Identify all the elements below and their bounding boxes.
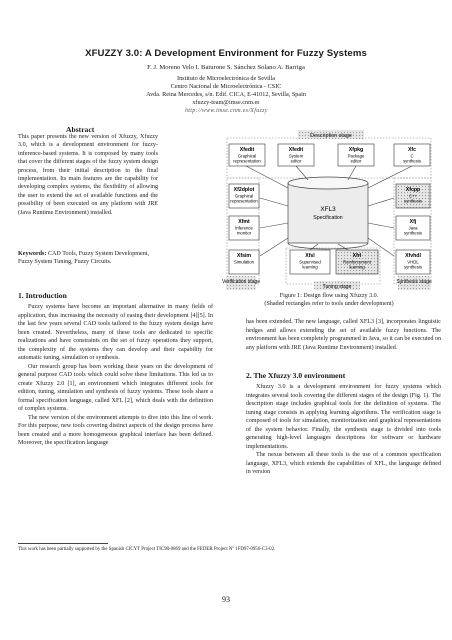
tool-desc-6-0: Inference <box>235 225 253 231</box>
tool-desc-0-1: representation <box>233 158 261 164</box>
footnote-rule <box>18 543 108 544</box>
paper-title: XFUZZY 3.0: A Development Environment for Fuzzy Systems <box>85 48 367 59</box>
author-list: F. J. Moreno Velo I. Baturone S. Sánchez Solano A. Barriga <box>147 64 305 71</box>
tool-desc-5-0: C++ <box>408 193 418 199</box>
right-paragraph-1: has been extended. The new language, called XFL3 [3], incorporates linguistic hedges and allows extending the set of available fuzzy functions. The environment has been completely programmed in Java, so it can be executed on any platform with JRE (Java Runtime Environment) installed. <box>246 319 441 351</box>
tool-name-4: Xf2dplot <box>233 187 255 193</box>
section-2-heading: 2. The Xfuzzy 3.0 environment <box>246 371 346 380</box>
tool-desc-2-0: Package <box>347 153 365 159</box>
section-1-heading: 1. Introduction <box>18 291 67 300</box>
tuning-stage-label: Tuning stage <box>322 284 352 290</box>
tool-desc-1-1: editor <box>290 158 302 164</box>
page-number: 93 <box>222 595 230 604</box>
design-flow-figure <box>221 128 432 292</box>
abstract-text: This paper presents the new version of Xfuzzy, Xfuzzy 3.0, which is a development environment for fuzzy-inference-based systems. It is composed by many tools that cover the different stages of the fuzzy system design process, from their initial description to the final implementation. Its main features are the capability for developing complex systems, the flexibility of allowing the user to extend the set of available functions and the possibility of been executed on any platform with JRE (Java Runtime Environment) installed. <box>18 134 158 216</box>
abstract-heading: Abstract <box>66 125 95 134</box>
section-2-paragraph-1: Xfuzzy 3.0 is a development environment for fuzzy systems which integrates several tools covering the different stages of the design (Fig. 1). The description stage includes graphical tools for the definition of systems. The tuning stage consists in applying learning algorithms. The verification stage is composed of tools for simulation, monitorization and graphical representations of the system behavior. Finally, the synthesis stage is divided into tools generating high-level languages descriptions for software or hardware implementations. <box>246 384 441 450</box>
synthesis-stage-label: Synthesis stage <box>396 279 432 285</box>
intro-paragraph-1: Fuzzy systems have become an important alternative in many fields of application, thus increasing the necessity of easing their development [4][5]. In the last few years several CAD tools tailored to the fuzzy system design have been created. Nevertheless, many of these tools are dedicated to specific realizations and have constraints on the set of fuzzy operations they support, the complexity of the systems they can develop and their capability for automatic tuning, simulation or synthesis. <box>18 304 213 361</box>
right-column-body <box>246 318 441 352</box>
tool-name-8: Xfsim <box>236 253 252 259</box>
tool-desc-9-1: learning <box>302 264 318 270</box>
tool-name-6: Xfmt <box>238 219 250 225</box>
tool-desc-10-1: learning <box>349 264 365 270</box>
figure-caption-line-2: (Shaded rectangles refer to tools under development) <box>264 301 394 307</box>
contact-email: xfuzzy-team@imse.cnm.es <box>192 99 260 106</box>
tool-name-9: Xfsl <box>305 253 315 259</box>
tool-desc-4-0: Graphical <box>234 193 254 199</box>
tool-desc-11-1: synthesis <box>404 264 422 270</box>
tool-desc-6-1: monitor <box>236 230 252 236</box>
tool-desc-4-1: representation <box>230 198 258 204</box>
tool-desc-0-0: Graphical <box>237 153 257 159</box>
intro-body <box>18 303 213 448</box>
tool-name-5: Xfcpp <box>405 187 421 193</box>
keywords <box>18 250 158 267</box>
tool-desc-10-0: Reinforcement <box>343 259 371 265</box>
figure-caption-line-1: Figure 1: Design flow using Xfuzzy 3.0. <box>279 293 379 299</box>
tool-desc-2-1: editor <box>350 158 362 164</box>
xfl3-title: XFL3 <box>320 206 336 213</box>
intro-paragraph-2: Our research group has been working these years on the development of general purpose CAD tools which could solve these limitations. This led us to create Xfuzzy 2.0 [1], an environment which integrates different tools for edition, tuning, simulation and synthesis of fuzzy systems. These tools share a formal specification language, called XFL [2], which deals with the definition of complex systems. <box>18 363 213 412</box>
keywords-text: CAD Tools, Fuzzy System Development, Fuzzy System Tuning, Fuzzy Circuits. <box>18 251 149 266</box>
tool-desc-7-0: Java <box>408 225 418 231</box>
tool-desc-5-1: synthesis <box>404 198 422 204</box>
tool-desc-11-0: VHDL <box>407 259 419 265</box>
tool-desc-8-0: Simulation <box>233 259 255 265</box>
section-2-body <box>246 383 441 477</box>
tool-name-11: Xfvhdl <box>405 253 421 259</box>
handwritten-url-note: http://www.imse.cnm.es/Xfuzzy <box>185 108 268 114</box>
figure-caption <box>226 292 432 308</box>
description-stage-label: Description stage <box>310 133 352 139</box>
tool-desc-3-1: synthesis <box>403 158 421 164</box>
section-2-paragraph-2: The nexus between all these tools is the use of a common specification language, XFL3, which extends the capabilities of XFL, the language defined in version <box>246 452 441 475</box>
tool-name-3: Xfc <box>407 147 417 153</box>
tool-desc-3-0: C <box>410 153 414 159</box>
affiliation-line-1: Instituto de Microelectrónica de Sevilla <box>177 75 275 82</box>
tool-desc-9-0: Supervised <box>299 259 321 265</box>
affiliation-line-3: Avda. Reina Mercedes, s/n. Edif. CICA, E-41012, Sevilla, Spain <box>146 91 306 98</box>
tool-desc-7-1: synthesis <box>404 230 422 236</box>
tool-name-2: Xfpkg <box>348 147 364 153</box>
tool-name-1: Xfedit <box>288 147 304 153</box>
footnote: This work has been partially supported by the Spanish CICYT Project TIC98-0869 and the FEDER Project Nº 1FD97-0956-C3-02. <box>18 547 276 552</box>
tool-desc-1-0: System <box>288 153 304 159</box>
tool-name-7: Xfj <box>409 219 417 225</box>
tool-name-10: Xfrl <box>352 253 362 259</box>
tool-name-0: Xfedit <box>239 147 255 153</box>
keywords-label: Keywords: <box>18 251 47 257</box>
affiliation-line-2: Centro Nacional de Microelectrónica - CSIC <box>170 83 282 90</box>
xfl3-subtitle: Specification <box>313 215 343 221</box>
verification-stage-label: Verification stage <box>221 279 261 285</box>
intro-paragraph-3: The new version of the environment attempts to dive into this line of work. For this purpose, new tools covering distinct aspects of the design process have been created and a more homogeneous graphical interface has been defined. Moreover, the specification language <box>18 414 213 446</box>
